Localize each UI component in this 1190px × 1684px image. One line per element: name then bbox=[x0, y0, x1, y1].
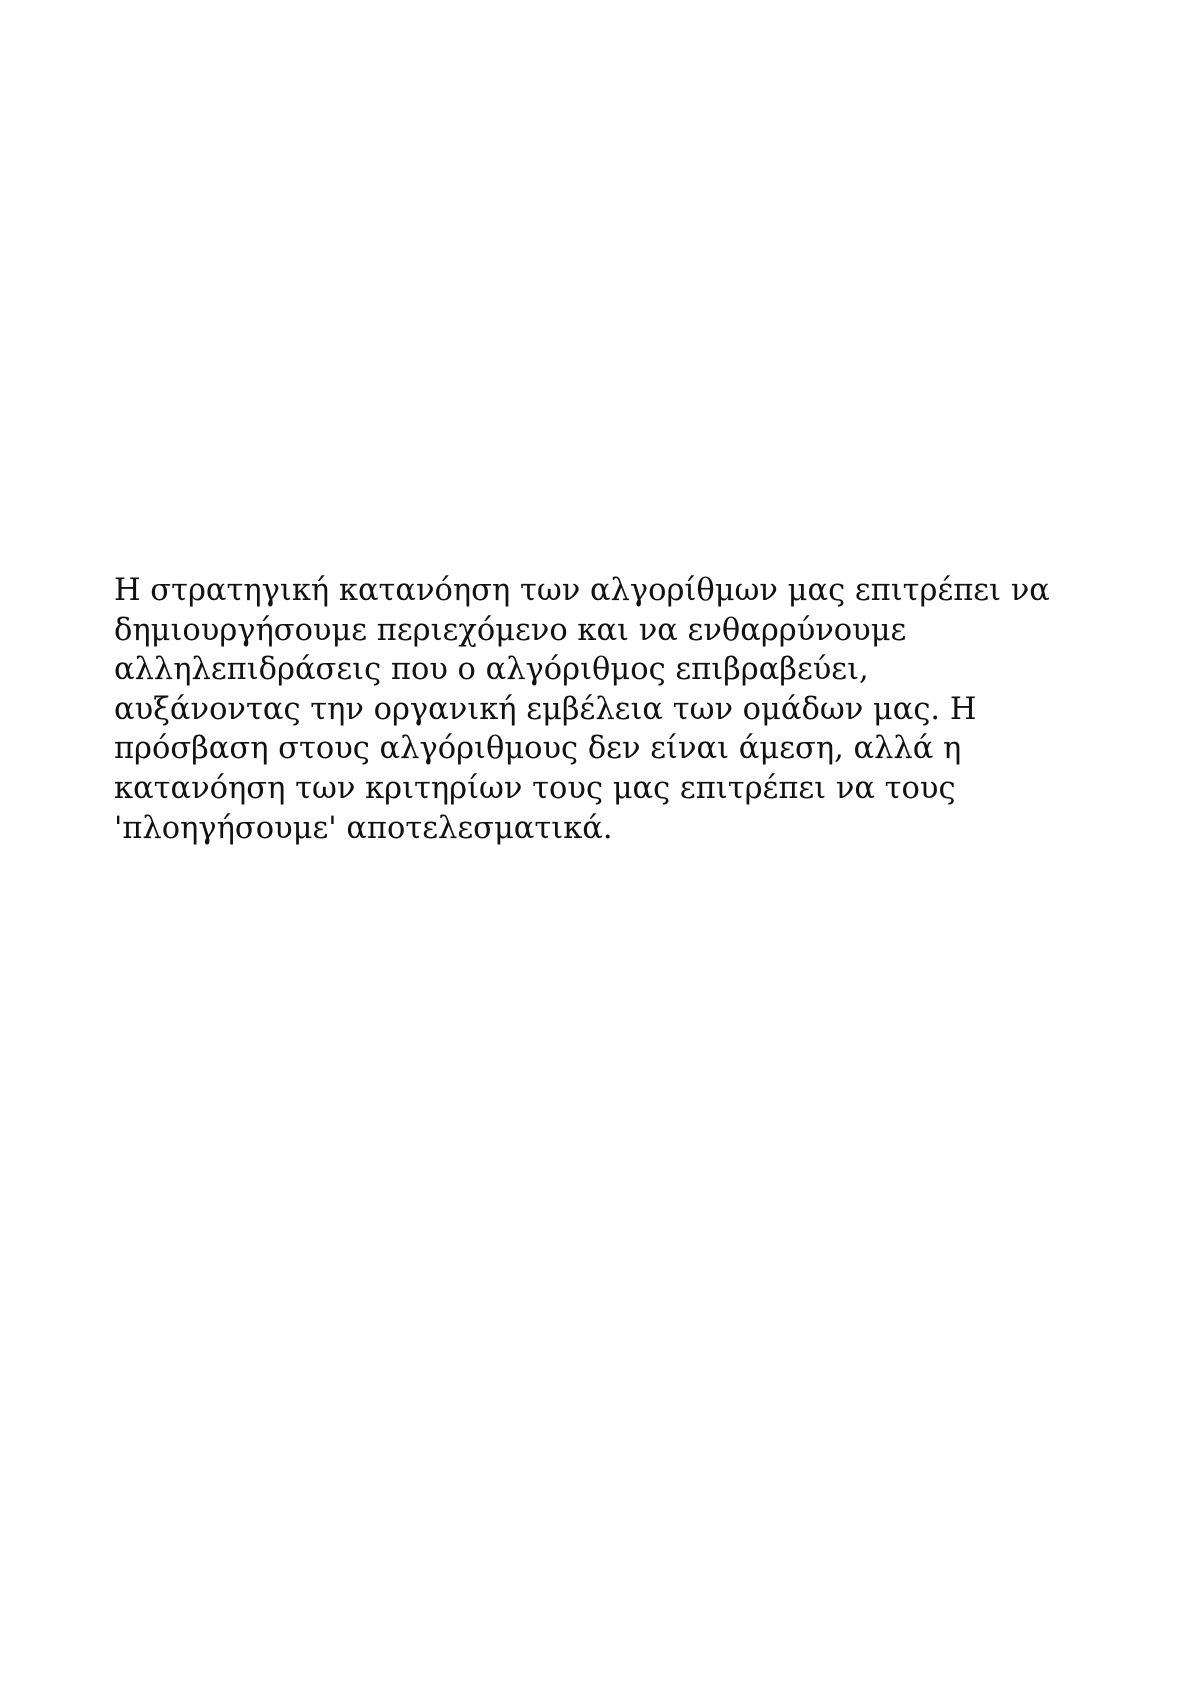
body-paragraph bbox=[114, 571, 1094, 848]
paragraph-line: κατανόηση των κριτηρίων τους μας επιτρέπει να τους bbox=[114, 770, 956, 806]
paragraph-line: αυξάνοντας την οργανική εμβέλεια των ομάδων μας. Η bbox=[114, 691, 977, 727]
paragraph-line: πρόσβαση στους αλγόριθμους δεν είναι άμεση, αλλά η bbox=[114, 731, 962, 767]
paragraph-line: 'πλοηγήσουμε' αποτελεσματικά. bbox=[114, 810, 613, 846]
paragraph-line: Η στρατηγική κατανόηση των αλγορίθμων μας επιτρέπει να bbox=[114, 573, 1050, 608]
paragraph-line: αλληλεπιδράσεις που ο αλγόριθμος επιβραβεύει, bbox=[114, 652, 869, 688]
paragraph-line: δημιουργήσουμε περιεχόμενο και να ενθαρρύνουμε bbox=[114, 612, 907, 648]
